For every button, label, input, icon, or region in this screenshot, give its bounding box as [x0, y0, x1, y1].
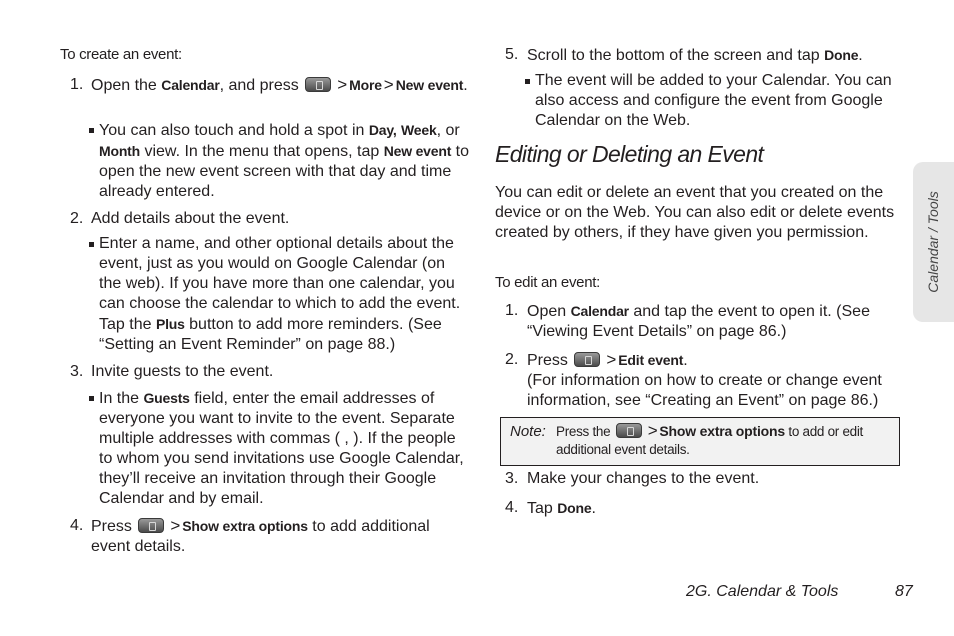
ui-calendar: Calendar [161, 77, 220, 93]
step-text: Press > Show extra options to add additional event details. [91, 516, 430, 555]
note-label: Note: [510, 423, 546, 440]
step-number: 1. [70, 76, 84, 93]
step-text: Scroll to the bottom of the screen and tap Done. [527, 47, 863, 64]
step-text: Invite guests to the event. [91, 363, 274, 380]
square-bullet-icon [89, 396, 94, 401]
menu-key-icon [138, 518, 164, 533]
chevron-right-icon: > [383, 75, 394, 94]
menu-key-icon [616, 423, 642, 438]
step-number: 4. [70, 517, 84, 534]
step-info: (For information on how to create or change event information, see “Creating an Event” on page 86.) [527, 372, 882, 409]
footer-section-title: 2G. Calendar & Tools [686, 583, 839, 600]
square-bullet-icon [525, 79, 530, 84]
ui-show-extra-options: Show extra options [182, 518, 308, 534]
chevron-right-icon: > [647, 421, 658, 440]
step-number: 1. [505, 302, 519, 319]
menu-key-icon [574, 352, 600, 367]
section-heading: Editing or Deleting an Event [495, 141, 764, 167]
square-bullet-icon [89, 128, 94, 133]
chevron-right-icon: > [606, 350, 617, 369]
step-text: Tap Done. [527, 500, 596, 517]
menu-key-icon [305, 77, 331, 92]
step-text: Press > Edit event. (For information on how to create or change event information, see “Creating an Event” on page 86.) [527, 350, 905, 411]
step-text: Make your changes to the event. [527, 470, 760, 487]
square-bullet-icon [89, 242, 94, 247]
procedure-lead-create: To create an event: [60, 46, 182, 63]
chapter-side-tab-label: Calendar / Tools [925, 191, 941, 293]
step-number: 3. [70, 363, 84, 380]
note-text: Press the > Show extra options to add or edit additional event details. [556, 421, 864, 457]
page-number: 87 [895, 583, 913, 600]
chevron-right-icon: > [337, 75, 348, 94]
section-intro: You can edit or delete an event that you created on the device or on the Web. You can also edit or delete events created by others, if they have given you permission. [495, 184, 895, 241]
ui-more: More [349, 77, 382, 93]
step-number: 5. [505, 46, 519, 63]
step-number: 2. [505, 351, 519, 368]
step-text: Open the Calendar, and press > More > New event. [91, 75, 468, 94]
step-number: 3. [505, 470, 519, 487]
ui-new-event: New event [395, 77, 464, 93]
step-number: 4. [505, 499, 519, 516]
step-text: Add details about the event. [91, 210, 290, 227]
step-text: Open Calendar and tap the event to open it. (See “Viewing Event Details” on page 86.) [527, 303, 870, 340]
step-number: 2. [70, 210, 84, 227]
procedure-lead-edit: To edit an event: [495, 274, 600, 291]
note-box [500, 417, 900, 466]
chevron-right-icon: > [170, 516, 181, 535]
